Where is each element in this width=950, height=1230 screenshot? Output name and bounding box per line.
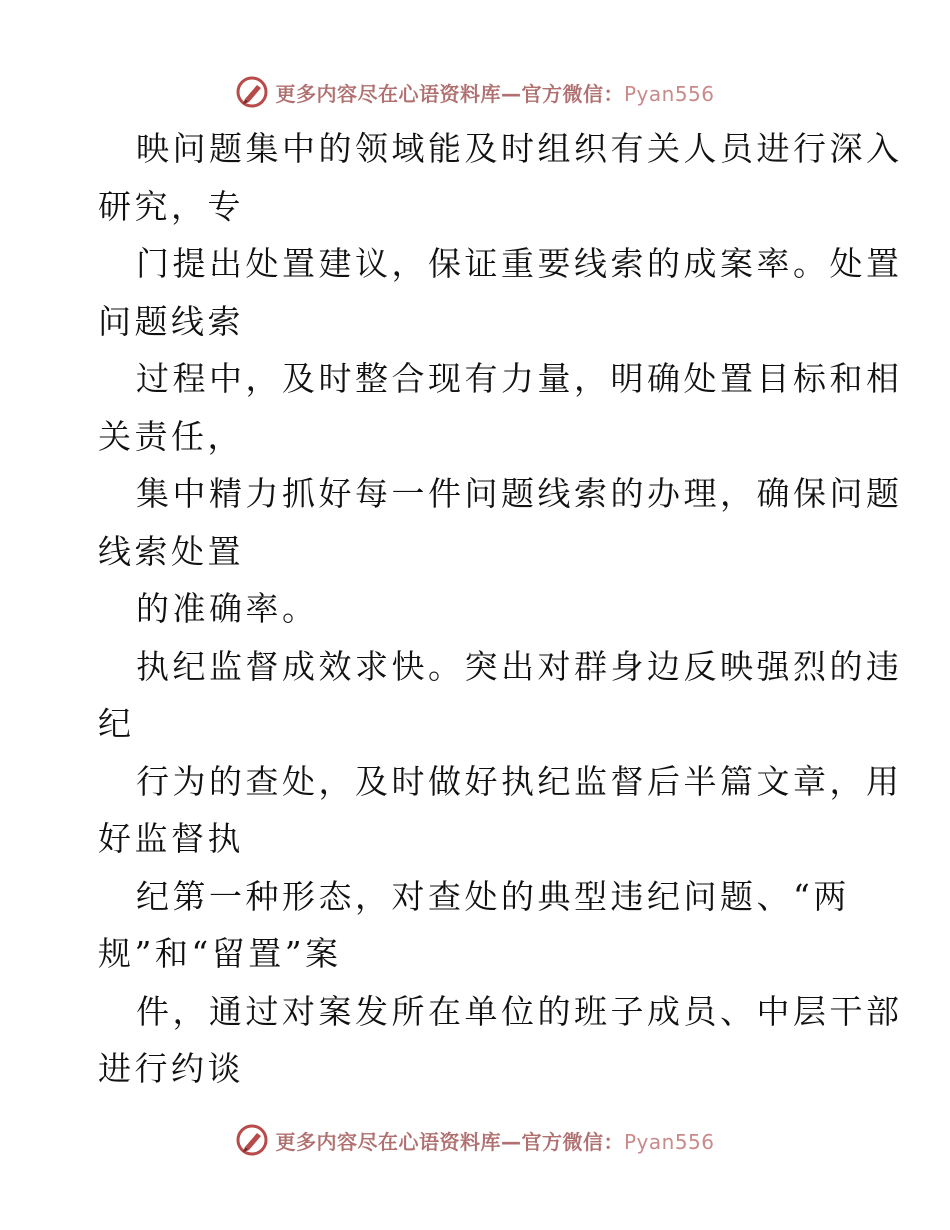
watermark-text: 更多内容尽在心语资料库—官方微信：Pyan556: [275, 81, 715, 106]
text-line: 件，通过对案发所在单位的班子成员、中层干部: [136, 991, 903, 1031]
text-line: 映问题集中的领域能及时组织有关人员进行深入: [136, 129, 903, 168]
paragraph: [98, 120, 903, 235]
paragraph: [98, 350, 903, 465]
watermark-text: 更多内容尽在心语资料库—官方微信：Pyan556: [275, 1129, 715, 1154]
text-line: 问题线索: [98, 301, 244, 341]
text-line: 线索处置: [98, 531, 244, 571]
document-body: [98, 120, 903, 1098]
paragraph: [98, 465, 903, 580]
text-line: 研究，专: [98, 186, 244, 226]
text-line: 规”和“留置”案: [98, 934, 342, 973]
text-line: 的准确率。: [136, 589, 319, 628]
pen-logo-icon: [235, 1123, 269, 1157]
text-line: 好监督执: [98, 819, 244, 858]
paragraph: [98, 638, 903, 753]
text-line: 纪: [98, 704, 135, 743]
text-line: 执纪监督成效求快。突出对群身边反映强烈的违: [136, 646, 903, 686]
pen-logo-icon: [235, 75, 269, 109]
text-line: 进行约谈: [98, 1049, 244, 1088]
paragraph: [98, 580, 858, 638]
paragraph: [98, 868, 858, 983]
text-line: 纪第一种形态，对查处的典型违纪问题、“两: [136, 876, 850, 916]
text-line: 关责任，: [98, 416, 244, 456]
paragraph: [98, 753, 903, 868]
text-line: 门提出处置建议，保证重要线索的成案率。处置: [136, 244, 903, 283]
text-line: 集中精力抓好每一件问题线索的办理，确保问题: [136, 474, 903, 513]
paragraph: [98, 983, 903, 1098]
text-line: 过程中，及时整合现有力量，明确处置目标和相: [136, 359, 903, 398]
header-watermark: [0, 72, 950, 112]
paragraph: [98, 235, 903, 350]
footer-watermark: [0, 1120, 950, 1160]
text-line: 行为的查处，及时做好执纪监督后半篇文章，用: [136, 761, 903, 801]
